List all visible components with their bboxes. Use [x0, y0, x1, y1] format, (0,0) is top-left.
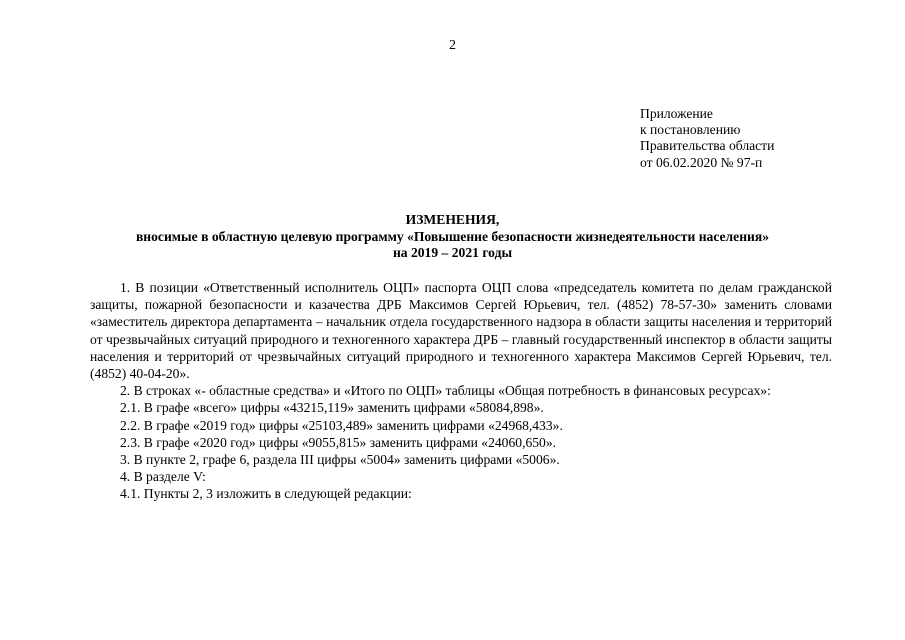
document-title [0, 212, 905, 262]
page-number: 2 [449, 38, 456, 53]
appendix-line: Правительства области [640, 138, 775, 154]
paragraph-2-2: 2.2. В графе «2019 год» цифры «25103,489» заменить цифрами «24968,433». [120, 417, 563, 433]
document-body [90, 279, 832, 503]
paragraph-4: 4. В разделе V: [120, 469, 206, 485]
paragraph-2: 2. В строках «- областные средства» и «Итого по ОЦП» таблицы «Общая потребность в финансовых ресурсах»: [120, 383, 771, 399]
title-heading: ИЗМЕНЕНИЯ, [405, 212, 500, 227]
title-subheading: вносимые в областную целевую программу «Повышение безопасности жизнедеятельности населения» [135, 228, 770, 244]
paragraph-2-3: 2.3. В графе «2020 год» цифры «9055,815» заменить цифрами «24060,650». [120, 434, 557, 450]
title-period: на 2019 – 2021 годы [392, 245, 513, 260]
paragraph-3: 3. В пункте 2, графе 6, раздела III цифры «5004» заменить цифрами «5006». [120, 452, 560, 468]
paragraph-1: 1. В позиции «Ответственный исполнитель ОЦП» паспорта ОЦП слова «председатель комитета по делам гражданской защиты, пожарной безопасности и казачества ДРБ Максимов Сергей Юрьевич, тел. (4852) 78-57-30» заменить словами «заместитель директора департамента – начальник отдела государственного надзора в области защиты населения и территорий от чрезвычайных ситуаций природного и техногенного характера ДРБ – главный государственный инспектор в области защиты населения и территорий от чрезвычайных ситуаций природного и техногенного характера Максимов Сергей Юрьевич, тел. (4852) 40-04-20». [90, 280, 832, 382]
paragraph-2-1: 2.1. В графе «всего» цифры «43215,119» заменить цифрами «58084,898». [120, 400, 544, 416]
appendix-line: Приложение [640, 106, 713, 121]
paragraph-4-1: 4.1. Пункты 2, 3 изложить в следующей редакции: [120, 486, 412, 502]
appendix-line: от 06.02.2020 № 97-п [640, 154, 763, 170]
appendix-block [640, 106, 880, 171]
appendix-line: к постановлению [640, 122, 741, 138]
